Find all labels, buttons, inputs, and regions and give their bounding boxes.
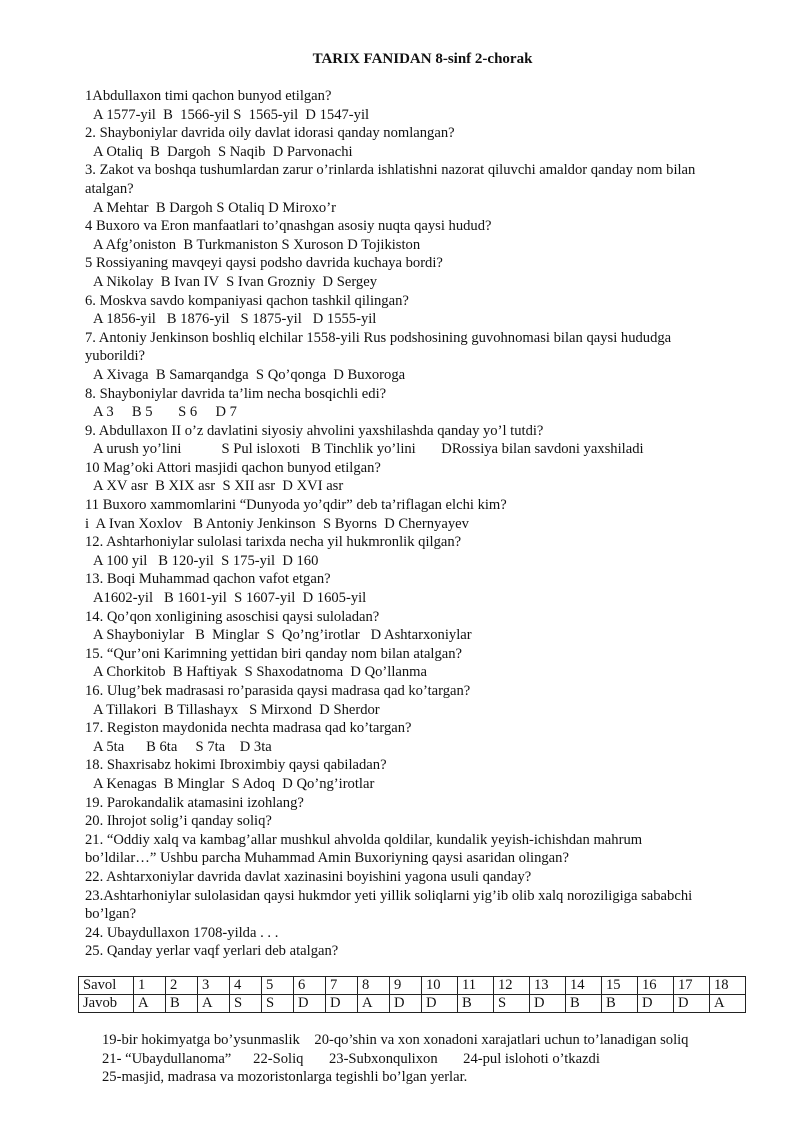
question-text: 24. Ubaydullaxon 1708-yilda . . . xyxy=(85,924,279,941)
question-list xyxy=(85,87,765,961)
question-number-cell: 5 xyxy=(262,977,294,995)
answer-options: A Shayboniylar B Minglar S Qo’ng’irotlar D Ashtarxoniylar xyxy=(93,627,472,644)
question-number-cell: 10 xyxy=(422,977,458,995)
answer-options: A 5ta B 6ta S 7ta D 3ta xyxy=(93,738,272,755)
open-answers xyxy=(102,1031,772,1087)
answer-cell: S xyxy=(494,995,530,1013)
question-text: 20. Ihrojot solig’i qanday soliq? xyxy=(85,813,272,830)
answer-cell: D xyxy=(638,995,674,1013)
question-number-cell: 12 xyxy=(494,977,530,995)
answer-options: A Tillakori B Tillashayx S Mirxond D Sherdor xyxy=(93,701,380,718)
answer-key-table xyxy=(78,976,746,1013)
answer-cell: B xyxy=(458,995,494,1013)
answer-options: A Chorkitob B Haftiyak S Shaxodatnoma D Qo’llanma xyxy=(93,664,427,681)
answer-options: A 1577-yil B 1566-yil S 1565-yil D 1547-yil xyxy=(93,106,370,123)
question-text: 25. Qanday yerlar vaqf yerlari deb atalgan? xyxy=(85,943,339,960)
question-text: 4 Buxoro va Eron manfaatlari to’qnashgan asosiy nuqta qaysi hudud? xyxy=(85,218,492,235)
question-text: 1Abdullaxon timi qachon bunyod etilgan? xyxy=(85,88,332,104)
question-number-cell: 6 xyxy=(294,977,326,995)
question-text: atalgan? xyxy=(85,180,134,197)
question-text: 18. Shaxrisabz hokimi Ibroximbiy qaysi qabiladan? xyxy=(85,757,387,774)
answer-options: A 100 yil B 120-yil S 175-yil D 160 xyxy=(93,552,319,569)
answer-options: A XV asr B XIX asr S XII asr D XVI asr xyxy=(93,478,344,495)
answer-key-question-label: Savol xyxy=(79,977,134,995)
answer-options: A Otaliq B Dargoh S Naqib D Parvonachi xyxy=(93,143,353,160)
answer-options: A Afg’oniston B Turkmaniston S Xuroson D Tojikiston xyxy=(93,236,421,253)
question-number-cell: 13 xyxy=(530,977,566,995)
question-text: 2. Shayboniylar davrida oily davlat idorasi qanday nomlangan? xyxy=(85,125,455,142)
question-text: 21. “Oddiy xalq va kambag’allar mushkul ahvolda qoldilar, kundalik yeyish-ichishdan mahrum xyxy=(85,831,643,848)
answer-options: A urush yo’lini S Pul isloxoti B Tinchlik yo’lini DRossiya bilan savdoni yaxshiladi xyxy=(93,441,644,458)
open-answer-line: 19-bir hokimyatga bo’ysunmaslik 20-qo’shin va xon xonadoni xarajatlari uchun to’lanadigan soliq xyxy=(102,1032,689,1048)
question-text: 10 Mag’oki Attori masjidi qachon bunyod etilgan? xyxy=(85,459,381,476)
answer-options: A Kenagas B Minglar S Adoq D Qo’ng’irotlar xyxy=(93,775,375,792)
question-text: yuborildi? xyxy=(85,348,145,365)
question-number-cell: 4 xyxy=(230,977,262,995)
answer-options: A Mehtar B Dargoh S Otaliq D Miroxo’r xyxy=(93,199,336,216)
answer-cell: D xyxy=(530,995,566,1013)
answer-cell: B xyxy=(166,995,198,1013)
question-number-cell: 2 xyxy=(166,977,198,995)
question-number-cell: 9 xyxy=(390,977,422,995)
question-text: bo’ldilar…” Ushbu parcha Muhammad Amin Buxoriyning qaysi asaridan olingan? xyxy=(85,850,569,867)
question-number-cell: 1 xyxy=(134,977,166,995)
answer-cell: S xyxy=(230,995,262,1013)
answer-cell: D xyxy=(422,995,458,1013)
question-number-cell: 18 xyxy=(710,977,746,995)
question-text: 3. Zakot va boshqa tushumlardan zarur o’rinlarda ishlatishni nazorat qiluvchi amaldor qanday nom bilan xyxy=(85,162,696,179)
question-text: 14. Qo’qon xonligining asoschisi qaysi suloladan? xyxy=(85,608,380,625)
question-number-cell: 7 xyxy=(326,977,358,995)
answer-cell: B xyxy=(602,995,638,1013)
answer-options: A 1856-yil B 1876-yil S 1875-yil D 1555-yil xyxy=(93,311,377,328)
question-text: 16. Ulug’bek madrasasi ro’parasida qaysi madrasa qad ko’targan? xyxy=(85,683,471,699)
answer-key-question-row xyxy=(79,977,746,995)
open-answer-line: 21- “Ubaydullanoma” 22-Soliq 23-Subxonqulixon 24-pul islohoti o’tkazdi xyxy=(102,1050,600,1067)
question-text: 8. Shayboniylar davrida ta’lim necha bosqichli edi? xyxy=(85,385,387,402)
question-number-cell: 17 xyxy=(674,977,710,995)
question-number-cell: 11 xyxy=(458,977,494,995)
question-text: 19. Parokandalik atamasini izohlang? xyxy=(85,794,304,811)
answer-cell: A xyxy=(134,995,166,1013)
question-text: 15. “Qur’oni Karimning yettidan biri qanday nom bilan atalgan? xyxy=(85,645,463,662)
question-text: 13. Boqi Muhammad qachon vafot etgan? xyxy=(85,571,331,588)
question-text: 23.Ashtarhoniylar sulolasidan qaysi hukmdor yeti yillik soliqlarni yig’ib olib xalq noroziligiga sababchi xyxy=(85,887,693,904)
question-number-cell: 8 xyxy=(358,977,390,995)
question-text: 11 Buxoro xammomlarini “Dunyoda yo’qdir” deb ta’riflagan elchi kim? xyxy=(85,497,507,514)
answer-cell: B xyxy=(566,995,602,1013)
answer-cell: D xyxy=(390,995,422,1013)
answer-cell: D xyxy=(294,995,326,1013)
answer-cell: A xyxy=(710,995,746,1013)
question-text: i A Ivan Xoxlov B Antoniy Jenkinson S Byorns D Chernyayev xyxy=(85,515,469,532)
question-number-cell: 15 xyxy=(602,977,638,995)
question-text: 9. Abdullaxon II o’z davlatini siyosiy ahvolini yaxshilashda qanday yo’l tutdi? xyxy=(85,422,544,439)
question-text: 22. Ashtarxoniylar davrida davlat xazinasini boyishini yagona usuli qanday? xyxy=(85,868,532,885)
answer-cell: A xyxy=(358,995,390,1013)
question-text: 5 Rossiyaning mavqeyi qaysi podsho davrida kuchaya bordi? xyxy=(85,255,443,272)
answer-cell: D xyxy=(674,995,710,1013)
question-text: 7. Antoniy Jenkinson boshliq elchilar 1558-yili Rus podshosining guvohnomasi bilan qaysi hududga xyxy=(85,329,672,346)
question-number-cell: 16 xyxy=(638,977,674,995)
answer-options: A1602-yil B 1601-yil S 1607-yil D 1605-yil xyxy=(93,590,367,607)
question-text: 12. Ashtarhoniylar sulolasi tarixda necha yil hukmronlik qilgan? xyxy=(85,534,462,551)
answer-options: A Nikolay B Ivan IV S Ivan Grozniy D Sergey xyxy=(93,273,378,290)
answer-cell: S xyxy=(262,995,294,1013)
answer-cell: A xyxy=(198,995,230,1013)
page-title: TARIX FANIDAN 8-sinf 2-chorak xyxy=(312,51,533,67)
answer-key-answer-label: Javob xyxy=(79,995,134,1013)
question-text: bo’lgan? xyxy=(85,906,137,923)
question-text: 6. Moskva savdo kompaniyasi qachon tashkil qilingan? xyxy=(85,292,409,309)
open-answer-line: 25-masjid, madrasa va mozoristonlarga tegishli bo’lgan yerlar. xyxy=(102,1069,468,1086)
answer-options: A 3 B 5 S 6 D 7 xyxy=(93,404,237,421)
question-text: 17. Registon maydonida nechta madrasa qad ko’targan? xyxy=(85,720,412,737)
question-number-cell: 14 xyxy=(566,977,602,995)
question-number-cell: 3 xyxy=(198,977,230,995)
answer-key-answer-row xyxy=(79,995,746,1013)
answer-options: A Xivaga B Samarqandga S Qo’qonga D Buxoroga xyxy=(93,366,406,383)
answer-cell: D xyxy=(326,995,358,1013)
